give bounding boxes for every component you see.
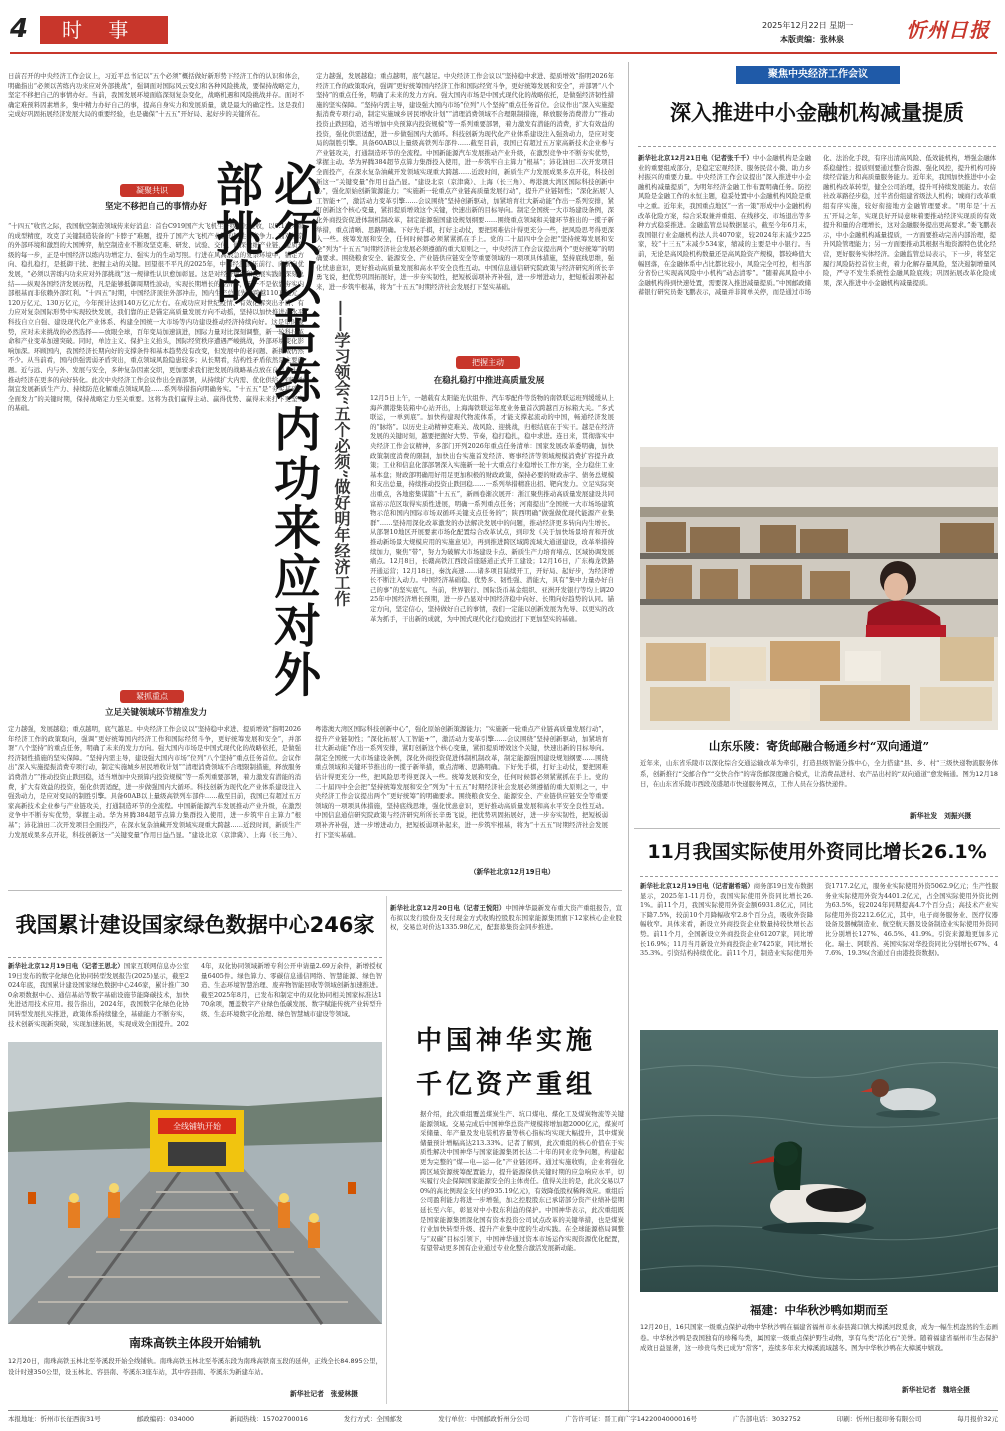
duck-photo-caption: 12月20日，16只国家一级重点保护动物中华秋沙鸭在福建省福州市永泰县嵩口镇大樟溪河段觅食，成为一幅生机盎然的生态画卷。中华秋沙鸭是我国独有的珍稀鸟类，属国家一级重点保护野生动物，享有鸟类“活化石”美誉。随着福建省福州市生态保护成效日益显著，这一珍贵鸟类已成为“常客”，连续多年来大樟溪流域越冬。图为中华秋沙鸭在大樟溪中嬉戏。	[640, 1323, 998, 1352]
investment-text: 商务部19日发布数据显示，2025年1-11月份，我国实际使用外资同比增长26.1%。前11个月，我国实际使用外资金额6931.8亿元，同比下降7.5%，较前10个月降幅收窄2.8个百分点，吸收外资降幅收窄。具体来看，新设立外商投资企业数量持较快增长态势。前11个月，全国新设立外商投资企业61207家，同比增长16.9%；11月当月新设立外商投资企业7425家，同比增长35.3%。引资结构持续优化。前11个月，制造业实际使用外资1717.2亿元，服务业实际使用外资5062.9亿元；生产性服务业实际使用外资为4401.2亿元，占全国实际使用外资比例为63.5%，较2024年同期提高4.7个百分点；高技术产业实际使用外资2212.6亿元，其中，电子商务服务业、医疗仪器设备及器械制造业、航空航天器及设备制造业实际使用外资同比分别增长127%、46.5%、41.9%。引资来源地更加多元化。瑞士、阿联酋、英国实际对华投资同比分别增长67%、47.6%、19.3%(含通过自由港投资数据)。	[640, 882, 998, 958]
shenhua-lead: 中国神华最新发布重大资产重组报告，宣布拟以发行股份及支付现金方式收购控股股东国家能源集团旗下12家核心企业股权，交易总对价达1335.98亿元，配套募集资金同步推进。	[390, 904, 622, 932]
investment-title: 11月我国实际使用外资同比增长26.1%	[647, 841, 987, 863]
rail-photo-image	[8, 1042, 382, 1324]
footer-distribution: 发行方式：全国邮发	[343, 1415, 403, 1423]
page-number: 4	[10, 14, 29, 44]
finance-title: 深入推进中小金融机构减量提质	[670, 101, 964, 125]
main-subtitle: ——学习领会“五个必须”做好明年经济工作	[332, 300, 351, 607]
courier-photo-credit: 新华社发 刘振兴摄	[910, 812, 972, 820]
footer-rule	[8, 1410, 998, 1411]
section2-text: 定力越强，发展越稳；重点越明，底气越足。中央经济工作会议以“坚持稳中求进、提质增效”指明2026年经济工作的政策取向，强调“更好统筹国内经济工作和国际经贸斗争，更好统筹发展和安全”，并部署“八个坚持”的重点任务，明确了未来的发力方向。强大国内市场是中国式现代化的战略依托，是做强经济韧性措施的坚实保障。“坚持内需主导，建设强大国内市场”位列“八个坚持”重点任务首位。会议作出“深入实施提振消费专项行动，制定实施城乡居民增收计划”“清理消费领域不合理限制措施，释放服务消费潜力”“推动投资止跌回稳，适当增加中央预算内投资规模”等一系列重要部署，着力激发有潜能的消费，扩大有效益的投资，强化供需适配，进一步做强国内大循环。科技创新为现代化产业体系建设注入强劲动力，是应对变局的制胜引擎。具备60AB以上量级高铁列车部件……截至目前，我国已有超过五万家高新技术企业参与产业链攻关，打通制造环节的全流程。中国新能源汽车发展推动产业升级，在激烈竞争中不断夯实优势，掌握主动。华为昇腾384超节点算力集群投入使用，进一步筑牢自主算力“根基”；沛花油田二次开发项目全面投产，在深水复杂油藏开发领域实现重大跨越……近段时间，新质生产力发展成果多点开花，科技创新这一“关键变量”作用日益凸显。“建设北京（京津冀）、上海（长三角）、粤港澳大湾区国际科技创新中心”，强化原始创新策源能力；“实施新一轮重点产业链高质量发展行动”，提升产业链韧性；“深化拓展‘人工智能+’”，激活动力变革引擎……会议围绕“坚持创新驱动，加紧培育壮大新动能”作出一系列安排，紧盯创新这个核心变量，紧扣提质增效这个关键，快速出新的目标导向。制定全国统一大市场建设条例，深化外商投资促进体制机制改革，制定能源强国建设规划纲要……围绕重点领域和关键环节推出的一揽子新举措，重点清晰、思路明确。下好先手棋，打好主动仗，要把困难估计得更充分一些，把风险思考得更深入一些。统筹发展和安全，任何时候都必须紧紧抓在手上。党的二十届四中全会把“坚持统筹发展和安全”列为“十五五”时期经济社会发展必须遵循的重大原则之一，中央经济工作会议提出两个“更好统筹”的明确要求。围绕粮食安全、能源安全、产业链供应链安全等重要领域的一项项具体措施，坚持底线思维，强化忧患意识，更好推动高质量发展和高水平安全良性互动。中国信息通信研究院政策与经济研究所所长辛勇飞说，把优势巩固拓展好，进一步夯实韧性，把短板弱项补齐补强，进一步增进动力，把短板弱项补起来，进一步筑牢根基，将为“十五五”时期经济社会发展打下坚实基础。	[8, 725, 608, 839]
section2-continued	[316, 72, 614, 397]
courier-photo-caption: 近年来，山东省乐陵市以深化综合交通运输改革为牵引，打造县级智能分拣中心，全力搭建“县、乡、村”三级快递物流服务体系，创新推行“交邮合作”“交快合作”的寄货邮深度融合模式，让消费品进村、农产品出村的“双向通道”愈发畅通。图为12月18日，在山东省乐陵市西段茂盛超市快递服务网点，工作人员在分拣快递件。	[640, 759, 998, 788]
finance-banner	[736, 66, 900, 84]
datacenter-dateline: 新华社北京12月19日电	[8, 962, 79, 970]
duck-photo-image	[640, 1030, 998, 1292]
footer	[8, 1414, 998, 1428]
masthead-logo: 忻州日报	[906, 18, 990, 42]
section1-badge: 凝聚共识	[120, 184, 184, 197]
shenhua-text: 据介绍，此次重组覆盖煤炭生产、坑口煤电、煤化工及煤炭物流等关键能源领域。交易完成后中国神华总资产规模将增加超2000亿元，煤炭可采储量、年产量及发电装机容量等核心指标均实现大幅提升，其中煤炭储量预计增幅高达213.33%。记者了解到，此次重组的核心价值在于实质性解决中国神华与国家能源集团长达二十年的同业竞争问题，构建起更为完整的“煤—电—运—化”产业链闭环。通过实施收购，企业将强化跨区域资源统筹配置能力，提升能源保供关键时期的应急响应水平，切实履行央企保障国家能源安全的主体责任。值得关注的是，此次交易以70%的高比例现金支付(约935.19亿元)，有效降低股权稀释效应。重组后公司盈利能力将进一步增强，加之控股股东已承诺部分资产业绩补偿期延长至六年，彰显对中小股东利益的保护。中国神华表示，此次重组既是国家能源集团深化国有资本投资公司试点改革的关键举措，也是煤炭行业加快转型升级、提升产业集中度的生动实践。在全球能源格局调整与“双碳”目标引领下，中国神华通过资本市场运作实现资源优化配置，有望带动更多国有企业通过专业化整合激活发展新动能。	[420, 1110, 624, 1253]
datacenter-title-rule	[8, 957, 382, 958]
finance-text: 中小金融机构是金融业的重要组成部分，是稳定宏观经济、服务民营小微、助力乡村振兴的重要力量。中央经济工作会议提出“深入推进中小金融机构减量提质”，为明年经济金融工作布置明确任务。防控风险是金融工作的永恒主题，稳妥处置中小金融机构风险是重中之重。近年来，我国重点地区“一省一策”形成中小金融机构改革化险方案，综合采取兼并重组、在线移交、市场退出等多种方式稳妥推进。金融监管总局数据显示，截至今年6月末，我国银行业金融机构法人共4070家，较2024年末减少225家，较“十三五”末减少534家，缩减的主要是中小银行。当前，无论是高风险机构数量还是高风险资产规模，都较峰值大幅回落，在金融体系中占比都比较小，风险完全可控，相当部分省份已实现高风险中小机构“动态清零”。“随着高风险中小金融机构得到快速处置，需要深入推进减量提质。”中国邮政储蓄银行研究员娄飞鹏表示，减量并非简单关停，而是通过市场化、法治化手段，有序出清高风险、低效能机构，增强金融体系稳健性；提质则要通过整合资源、强化风控，提升机构可持续经营能力和高质量服务能力。近年来，我国加快推进中小金融机构改革转型，健全公司治理，提升可持续发展能力。农信社改革路径步稳，过半省份组建省级法人机构；城商行改革重组有序实施，较好衔接地方金融管理要求。“明年是‘十五五’开局之年，实现良好开局意味着要推动经济实现质的有效提升和量的合理增长，这对金融服务提出更高要求。”娄飞鹏表示，中小金融机构减量提质，一方面要推动完善内部治理，提升风险管理能力；另一方面要推动其根据当地资源特色优化经营，更好服务实体经济。金融监管总局表示，下一步，将坚定履行风险防控首位主责，着力化解存量风险，坚决遏制增量风险，严守不发生系统性金融风险底线；巩固拓展改革化险成果，深入推进中小金融机构减量提质。	[638, 154, 996, 297]
shenhua-divider	[386, 896, 387, 1404]
datacenter-text: 国家互联网信息办公室19日发布的数字化绿色化协同转型发展报告(2025)显示，截至2024年底，我国累计建设国家绿色数据中心246家，累计推广300余项数据中心、通信基站等数字基础设施节能降碳技术，加快先进适用技术应用。报告指出，2024年，我国数字化绿色化协同转型发展扎实推进，政策体系持续健全，基础能力不断夯实，技术创新实现新突破，实现加速拓展，实现成效全面提升。2024年，双化协同领域新增专利公开申请量2.69万余件，新增授权量6405件。绿色算力、零碳信息通信网络、智慧能源、绿色智造、生态环境智慧治理、废弃物智能回收等领域创新加速推进。截至2025年8月，已发布和制定中的双化协同相关国家标准达170余项，覆盖数字产业绿色低碳发展、数字赋能传统产业转型升级、生态环境数字化治理、绿色智慧城市建设等领域。	[8, 962, 382, 1028]
datacenter-title: 我国累计建设国家绿色数据中心246家	[15, 913, 375, 937]
rail-photo	[8, 1042, 382, 1324]
finance-title-rule	[638, 146, 996, 147]
rail-photo-caption: 12月20日，南珠高铁玉林北至苓溪段开始全线铺轨。南珠高铁玉林北至苓溪东段为南珠高铁南玉段的延伸，正线全长84.895公里，设计时速350公里，设玉林北、容县南、苓溪东3座车站，其中容县南、苓溪东为新建车站。	[8, 1357, 382, 1376]
footer-price: 每月报价32元	[957, 1415, 998, 1423]
courier-photo	[640, 447, 998, 730]
finance-dateline: 新华社北京12月21日电	[638, 154, 708, 162]
header-rule	[10, 52, 997, 54]
divider-left-1	[8, 890, 622, 891]
section-tab	[40, 16, 168, 44]
section1-text: “十四五”收官之际，我国航空制造领域传来好消息：首台C919国产大飞机生产线通过验收，以0.1毫米级的成型精度，攻克了关键制造装备的“卡脖子”难题，提升了国产大飞机产业链的韧性与竞争力。面对复杂的外部环境和激烈的大国博弈，航空制造业不断攻坚克难、研发、试验、交付，做深做细产业链，提质升级的每一步，正是中国经济以练内功增定力、强实力的生动写照。行进在风高浪急的复杂环境中，锚定方向、稳扎稳打，是抵御干扰、把握主动的关键。回望很不平凡的2025年，中国经济顶压前行、向新向优发展，“必须以苦练内功来应对外部挑战”这一规律性认识愈加彰显。这是对经济规律和发展实践的深刻总结——纵观各国经济发展历程，凡是能够抵御周期性波动，实现长期增长的经济体，无一不是依靠夯实内部根基而非依赖外部红利。“十四五”时期，中国经济顶住外部冲击，国内生产总值先后跨越110万亿元、120万亿元、130万亿元，今年预计达到140万亿元左右。在成功应对世纪疫情、有效化解突出矛盾、有力应对复杂国际形势中实现较快发展，我们靠的正是锚定高质量发展方向不动摇，坚持以加快推进高水平科技自立自强、建设现代化产业体系、构建全国统一大市场等内功建设推动经济持续向好。这是审时度势，应对未来挑战的必然选择——放眼全球，百年变局加速演进，国际力量对比深刻调整，新一轮科技革命和产业变革加速突破。同时，单边主义、保护主义抬头，国际经贸秩序遭遇严峻挑战，外部环境变化影响加深。环顾国内，我国经济长期向好的支撑条件和基本趋势没有改变，但发展中的老问题、新挑战仍然不少。从当前看，国内供强需弱矛盾突出，重点领域风险隐患较多；从长期看，结构性矛盾依然是主要问题。近与远、内与外、发展与安全，多种复杂因素交织，更加要求我们把发展的战略基点放在自己身上，推动经济在更多的向好转化。此次中央经济工作会议作出全面部署，从持续扩大内需、优化供给，到因地制宜发展新质生产力、持续防范化解重点领域风险……系列举措指向明确务实。“十五五”是“夯实基础、全面发力”的关键时期，保持战略定力至关重要。这将为我们赢得主动、赢得优势、赢得未来打下更坚实的基础。	[8, 222, 304, 413]
main-title: 必须以苦练内功来应对外部挑战	[208, 160, 321, 699]
section3-badge: 把握主动	[456, 356, 520, 369]
section3-text: 12月5日上午，一趟载有太阳能光伏组件、汽车零配件等货物的南铁联运班列缓缓从上海芦潮港集装箱中心站开出，上海海铁联运年度业务量首次跨越百万标箱大关。“多式联运，一单到底”。加快构建现代物流体系，才能支撑起流动的中国，畅通经济发展的“脉络”。以历史主动精神克难关、战风险、迎挑战，归根结底在于实干。越是在经济发展的关键时刻，越要把握好大势、节奏，稳打稳扎，稳中求进。连日来，贯彻落实中央经济工作会议精神，多部门开列2026年重点任务清单：国家发展改革委明确，加快政策制度消费的限制，加快出台实施首发经济、赛事经济等领域规模消费扩容提升政策；工业和信息化部部署深入实施新一轮十大重点行业稳增长工作方案，全力稳住工业基本盘；财政部明确用好用足更加积极的财政政策，保持必要的财政赤字、债务总规模和支出总量，持续推动投资止跌回稳……一系列举措精准出招、靶向发力。立足实际突出重点，各地密集谋篇“十五五”，新画卷渐次展开：浙江聚焦推动高质量发展建设共同富裕示范区取得实质性进展，明确一系列重点任务；河南提出“全国统一大市场场建筑物示范和国内国际市场双循环关键支点任务的”；陕西明确“做强做优现代能源产业集群”……坚持用深化改革激发的办法解决发展中的问题，推动经济更多转向内生增长。从部署10地区开展要素市场化配置综合改革试点，到印发《关于加快场景培育和开放推动新场景大规模应用的实施意见》，再到推进跨区域跨流域大通道建设，改革举措持续加力，聚焦“带”，努力为破解大市场建设卡点、新质生产力培育堵点、区域协调发展痛点。12月8日，长赣高铁江西段首座隧道正式开工建设；12月16日，广东梅龙铁路开通运营；12月18日，秦沈高速……诸多项目陆续开工，开好局、起好步，为经济增长不断注入动力。中国经济基础稳、优势多、韧性强、潜能大，具有“集中力量办好自己的事”的坚实底气。当前，世界银行、国际货币基金组织、亚洲开发银行等均上调2025年中国经济增长预期，进一步凸显对中国经济稳中向好、长期向好趋势的认同。锚定方向，坚定信心，坚持做好自己的事情，我们一定能以创新发展为先导、以更实的改革为抓手，干出新的成就，为中国式现代化行稳致远打下更加坚实的基础。	[370, 394, 614, 623]
footer-address: 本报地址：忻州市长征西街31号	[8, 1415, 101, 1423]
rail-photo-credit: 新华社记者 张爱林摄	[290, 1390, 358, 1398]
main-credit: （新华社北京12月19日电）	[470, 868, 555, 876]
section2-heading: 立足关键领域环节精准发力	[104, 708, 207, 718]
investment-dateline: 新华社北京12月19日电	[640, 882, 709, 890]
datacenter-reporter: （记者王思北）	[78, 962, 124, 970]
footer-ad-phone: 广告部电话：3032752	[732, 1415, 801, 1423]
footer-publisher: 发行单位：中国邮政忻州分公司	[438, 1415, 530, 1423]
courier-photo-image	[640, 447, 998, 730]
shenhua-lead-block	[390, 904, 622, 984]
section2-continued-text: 定力越强，发展越稳；重点越明，底气越足。中央经济工作会议以“坚持稳中求进、提质增效”指明2026年经济工作的政策取向，强调“更好统筹国内经济工作和国际经贸斗争，更好统筹发展和安全”，并部署“八个坚持”的重点任务，明确了未来的发力方向。强大国内市场是中国式现代化的战略依托，是做强经济韧性措施的坚实保障。“坚持内需主导，建设强大国内市场”位列“八个坚持”重点任务首位。会议作出“深入实施提振消费专项行动，制定实施城乡居民增收计划”“清理消费领域不合理限制措施，释放服务消费潜力”“推动投资止跌回稳，适当增加中央预算内投资规模”等一系列重要部署，着力激发有潜能的消费，扩大有效益的投资，强化供需适配，进一步做强国内大循环。科技创新为现代化产业体系建设注入强劲动力，是应对变局的制胜引擎。具备60AB以上量级高铁列车部件……截至目前，我国已有超过五万家高新技术企业参与产业链攻关，打通制造环节的全流程。中国新能源汽车发展推动产业升级，在激烈竞争中不断夯实优势，掌握主动。华为昇腾384超节点算力集群投入使用，进一步筑牢自主算力“根基”；沛花油田二次开发项目全面投产，在深水复杂油藏开发领域实现重大跨越……近段时间，新质生产力发展成果多点开花，科技创新这一“关键变量”作用日益凸显。“建设北京（京津冀）、上海（长三角）、粤港澳大湾区国际科技创新中心”，强化原始创新策源能力；“实施新一轮重点产业链高质量发展行动”，提升产业链韧性；“深化拓展‘人工智能+’”，激活动力变革引擎……会议围绕“坚持创新驱动，加紧培育壮大新动能”作出一系列安排，紧盯创新这个核心变量，紧扣提质增效这个关键，快速出新的目标导向。制定全国统一大市场建设条例，深化外商投资促进体制机制改革，制定能源强国建设规划纲要……围绕重点领域和关键环节推出的一揽子新举措，重点清晰、思路明确。下好先手棋，打好主动仗，要把困难估计得更充分一些，把风险思考得更深入一些。统筹发展和安全，任何时候都必须紧紧抓在手上。党的二十届四中全会把“坚持统筹发展和安全”列为“十五五”时期经济社会发展必须遵循的重大原则之一，中央经济工作会议提出两个“更好统筹”的明确要求。围绕粮食安全、能源安全、产业链供应链安全等重要领域的一项项具体措施，坚持底线思维，强化忧患意识，更好推动高质量发展和高水平安全良性互动。中国信息通信研究院政策与经济研究所所长辛勇飞说，把优势巩固拓展好，进一步夯实韧性，把短板弱项补齐补强，进一步增进动力，把短板弱项补起来，进一步筑牢根基，将为“十五五”时期经济社会发展打下坚实基础。	[316, 72, 614, 292]
footer-postcode: 邮政编码：034000	[136, 1415, 195, 1423]
rail-machine-sign: 全线铺轨开始	[173, 1122, 221, 1131]
main-intro: 日前召开的中央经济工作会议上，习近平总书记以“五个必须”概括做好新形势下经济工作的认识和体会，明确指出“必须以苦练内功来应对外部挑战”，强调面对国际风云变幻和各种风险挑战，要保持战略定力，坚定不移把自己的事情办好。当前，我国发展环境面临深刻复杂变化，战略机遇和风险挑战并存。面对不确定难预料因素增多，集中精力办好自己的事，提高自身实力和发展质量，就是最大的确定性。这是我们完成好巩固拓展经济发展大局的重要经验，也是确保“十五五”开好局、起好步的关键所在。	[8, 72, 304, 119]
editor-line: 本版责编：张林泉	[780, 35, 844, 44]
investment-title-rule	[640, 876, 998, 877]
section3-heading: 在稳扎稳打中推进高质量发展	[433, 376, 545, 386]
shenhua-title-line2: 千亿资产重组	[415, 1070, 596, 1100]
finance-banner-text: 聚焦中央经济工作会议	[768, 69, 868, 80]
duck-photo-title: 福建：中华秋沙鸭如期而至	[750, 1303, 888, 1317]
main-article	[0, 60, 625, 885]
date-line: 2025年12月22日 星期一	[762, 21, 854, 30]
duck-photo-credit: 新华社记者 魏培全摄	[902, 1386, 970, 1394]
section2-badge: 紧抓重点	[120, 690, 184, 703]
footer-hotline: 新闻热线：15702700016	[229, 1415, 308, 1423]
finance-body	[638, 154, 996, 438]
rail-photo-title: 南珠高铁主体段开始铺轨	[128, 1336, 261, 1350]
courier-photo-title: 山东乐陵：寄货邮融合畅通乡村“双向通道”	[708, 739, 930, 753]
section1-heading: 坚定不移把自己的事情办好	[104, 202, 207, 212]
finance-reporter: （记者张千千）	[707, 154, 753, 162]
page-header	[0, 0, 1005, 58]
column-divider	[628, 62, 629, 1412]
shenhua-reporter: （记者王悦阳）	[459, 904, 506, 912]
footer-ad-license: 广告许可证：晋工商广字1422004000016号	[565, 1415, 697, 1423]
investment-body	[640, 882, 998, 1008]
finance-article	[634, 62, 1000, 442]
section-name: 时 事	[62, 18, 139, 42]
investment-reporter: （记者谢希瑶）	[708, 882, 754, 890]
duck-photo	[640, 1030, 998, 1292]
shenhua-dateline: 新华社北京12月20日电	[390, 904, 460, 912]
datacenter-body	[8, 962, 382, 1034]
shenhua-title-line1: 中国神华实施	[415, 1026, 596, 1056]
footer-printer: 印刷：忻州日报印务有限公司	[836, 1415, 922, 1423]
